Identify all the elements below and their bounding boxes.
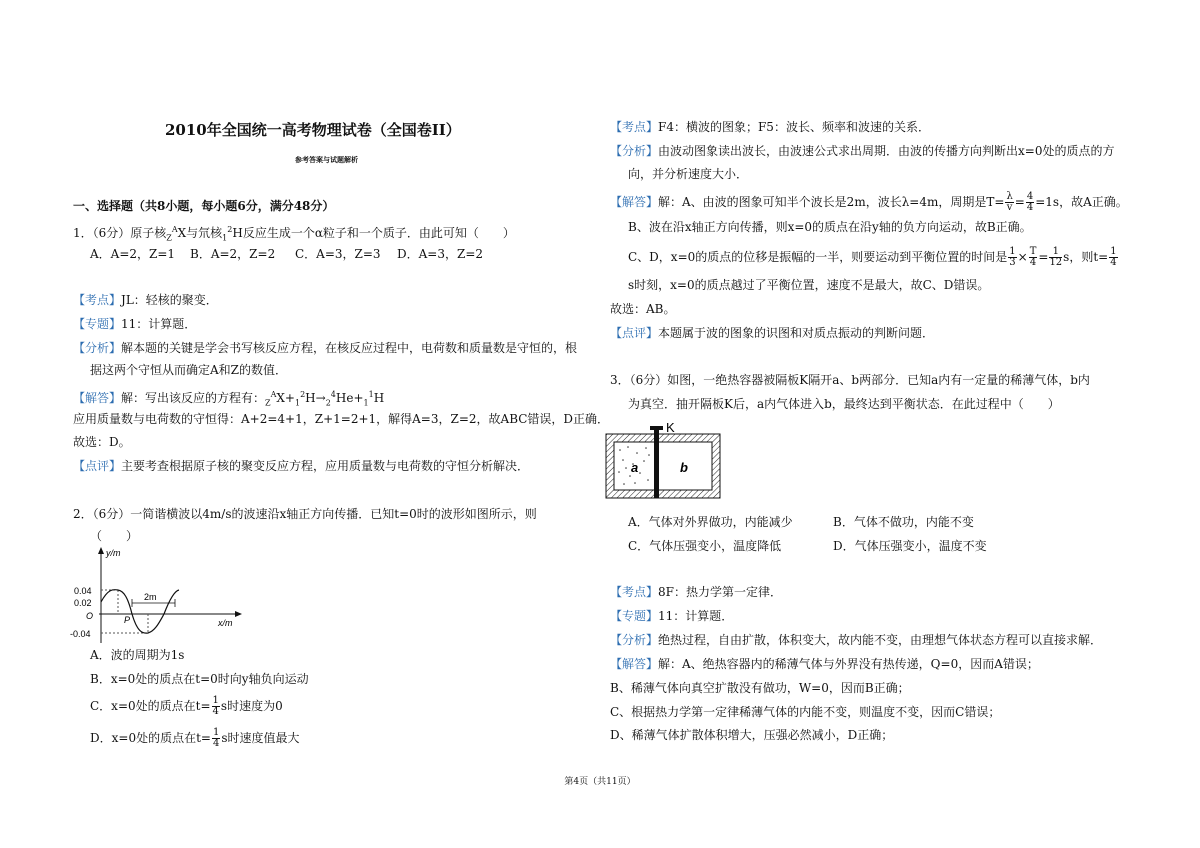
q2-jieda: 【解答】解：A、由波的图象可知半个波长是2m，波长λ=4m，周期是T= $\frac{\lambda}{v}$ = $\frac{4}{4}$ =1s，故A正确。 [610, 191, 1128, 213]
graph-dist-label: 2m [144, 592, 157, 602]
q3-jieda: 【解答】解：A、绝热容器内的稀薄气体与外界没有热传递，Q=0，因而A错误； [610, 657, 1039, 671]
q1-option-b: B．A=2，Z=2 [190, 247, 276, 261]
page-subtitle: 参考答案与试题解析 [295, 155, 358, 164]
graph-tick-neg004: -0.04 [70, 629, 91, 639]
q2-answer: 故选：AB。 [610, 302, 676, 316]
graph-ylabel: y/m [106, 548, 121, 558]
q1-jieda-line2: 应用质量数与电荷数的守恒得：A+2=4+1，Z+1=2+1，解得A=3，Z=2，故ABC错误，D正确． [73, 412, 610, 426]
q2-option-d: D．x=0处的质点在t= $\frac{1}{4}$ s时速度值最大 [90, 727, 300, 749]
q2-option-b: B．x=0处的质点在t=0时向y轴负向运动 [90, 672, 309, 686]
graph-point-p: P [124, 615, 131, 625]
q3-option-a: A．气体对外界做功，内能减少 [628, 515, 793, 529]
q3-kaodian: 【考点】8F：热力学第一定律． [610, 585, 782, 599]
q2-stem-cont: （ ） [90, 529, 139, 543]
section-heading: 一、选择题（共8小题，每小题6分，满分48分） [73, 199, 335, 213]
graph-xlabel: x/m [218, 618, 233, 628]
q2-stem: 2．（6分）一简谐横波以4m/s的波速沿x轴正方向传播．已知t=0时的波形如图所示，则 [73, 507, 537, 521]
wave-graph [66, 545, 246, 645]
q2-fenxi: 【分析】由波动图象读出波长，由波速公式求出周期．由波的传播方向判断出x=0处的质点的方 [610, 144, 1115, 158]
q3-stem-cont: 为真空．抽开隔板K后，a内气体进入b，最终达到平衡状态．在此过程中（ ） [628, 397, 1060, 411]
figure-label-b: b [680, 460, 688, 475]
q1-kaodian: 【考点】JL：轻核的聚变． [73, 293, 218, 307]
q3-option-b: B．气体不做功，内能不变 [833, 515, 974, 529]
graph-tick-002: 0.02 [74, 598, 92, 608]
q3-option-d: D．气体压强变小，温度不变 [833, 539, 987, 553]
q1-stem: 1．（6分）原子核$_Z^A$X与氘核$_1^2$H反应生成一个α粒子和一个质子．由此可知（ ） [73, 225, 515, 243]
q2-option-a: A．波的周期为1s [90, 648, 185, 662]
q2-option-c: C．x=0处的质点在t= $\frac{1}{4}$ s时速度为0 [90, 695, 283, 717]
graph-origin: O [86, 611, 94, 621]
figure-label-k: K [666, 420, 675, 435]
q1-fenxi: 【分析】解本题的关键是学会书写核反应方程，在核反应过程中，电荷数和质量数是守恒的，根 [73, 341, 578, 355]
q3-fenxi: 【分析】绝热过程，自由扩散，体积变大，故内能不变，由理想气体状态方程可以直接求解． [610, 633, 1103, 647]
graph-tick-004: 0.04 [74, 586, 92, 596]
q3-zhuanti: 【专题】11：计算题． [610, 609, 734, 623]
page-title: 2010年全国统一高考物理试卷（全国卷II） [165, 121, 461, 139]
q1-option-c: C．A=3，Z=3 [295, 247, 381, 261]
q1-jieda: 【解答】解：写出该反应的方程有：$_Z^AX+_1^2H\to_2^4He+_1^1H$ [73, 390, 385, 408]
q3-jieda-d: D、稀薄气体扩散体积增大，压强必然减小，D正确； [610, 728, 894, 742]
q3-stem: 3．（6分）如图，一绝热容器被隔板K隔开a、b两部分．已知a内有一定量的稀薄气体，b内 [610, 373, 1090, 387]
q2-jieda-cont: s时刻，x=0的质点越过了平衡位置，速度不是最大，故C、D错误。 [628, 278, 990, 292]
figure-label-a: a [631, 460, 639, 475]
q2-jieda-b: B、波在沿x轴正方向传播，则x=0的质点在沿y轴的负方向运动，故B正确。 [628, 220, 1032, 234]
q1-answer: 故选：D。 [73, 435, 131, 449]
q2-dianping: 【点评】本题属于波的图象的识图和对质点振动的判断问题． [610, 326, 935, 340]
q3-jieda-b: B、稀薄气体向真空扩散没有做功，W=0，因而B正确； [610, 681, 910, 695]
q2-kaodian: 【考点】F4：横波的图象；F5：波长、频率和波速的关系． [610, 120, 930, 134]
q1-option-d: D．A=3，Z=2 [397, 247, 484, 261]
container-figure [604, 420, 724, 502]
q1-fenxi-cont: 据这两个守恒从而确定A和Z的数值． [90, 363, 288, 377]
q1-option-a: A．A=2，Z=1 [90, 247, 176, 261]
q3-jieda-c: C、根据热力学第一定律稀薄气体的内能不变，则温度不变，因而C错误； [610, 705, 1001, 719]
page-footer: 第4页（共11页） [564, 777, 636, 787]
q1-dianping: 【点评】主要考查根据原子核的聚变反应方程，应用质量数与电荷数的守恒分析解决． [73, 459, 530, 473]
q2-jieda-cd: C、D，x=0的质点的位移是振幅的一半，则要运动到平衡位置的时间是 $\frac{1}{3}$ × $\frac{T}{4}$ = $\frac{1}{12}$ s，则t= $\frac{1}{4}$ [628, 246, 1117, 268]
q2-fenxi-cont: 向，并分析速度大小． [628, 167, 749, 181]
q3-option-c: C．气体压强变小，温度降低 [628, 539, 782, 553]
q1-zhuanti: 【专题】11：计算题． [73, 317, 197, 331]
